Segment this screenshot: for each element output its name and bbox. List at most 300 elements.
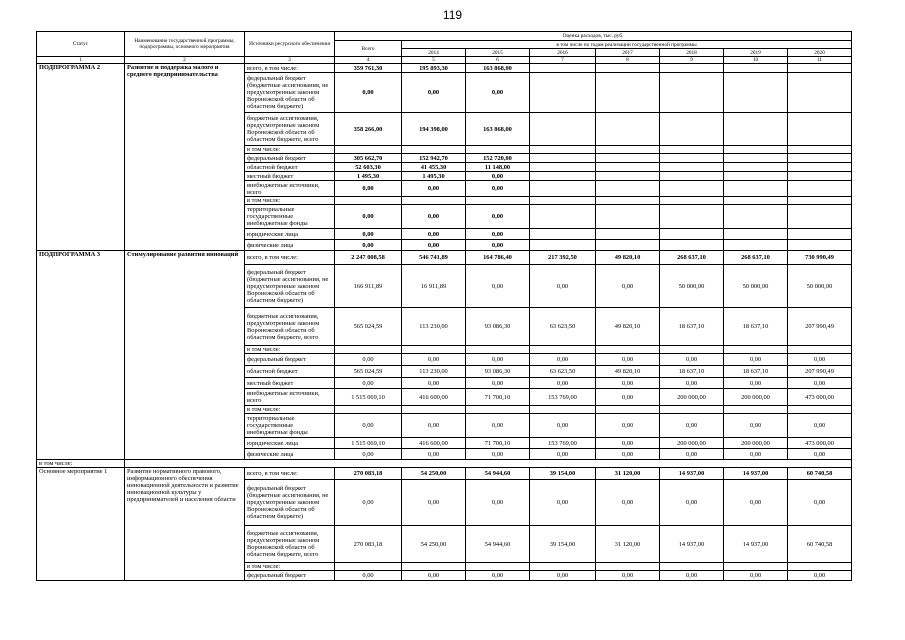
value-cell: [596, 563, 660, 571]
value-cell: [724, 205, 788, 229]
value-cell: 0,00: [660, 378, 724, 389]
value-cell: 31 120,00: [596, 468, 660, 480]
value-cell: [530, 73, 596, 113]
value-cell: 0,00: [788, 378, 852, 389]
value-cell: 0,00: [466, 378, 530, 389]
value-cell: 0,00: [596, 414, 660, 438]
value-cell: 0,00: [466, 480, 530, 526]
column-number-row: [37, 57, 852, 64]
value-cell: 63 623,50: [530, 366, 596, 378]
value-cell: [596, 205, 660, 229]
value-cell: 18 637,10: [660, 366, 724, 378]
column-number: 3: [245, 57, 335, 64]
value-cell: 0,00: [466, 449, 530, 460]
value-cell: [788, 113, 852, 146]
value-cell: [660, 240, 724, 251]
value-cell: [596, 346, 660, 354]
row-source: в том числе:: [245, 146, 335, 154]
value-cell: [788, 73, 852, 113]
value-cell: 166 911,89: [335, 265, 402, 308]
value-cell: [724, 563, 788, 571]
value-cell: 0,00: [596, 354, 660, 366]
value-cell: 0,00: [788, 354, 852, 366]
value-cell: 200 000,00: [660, 438, 724, 449]
value-cell: [660, 154, 724, 163]
value-cell: [596, 197, 660, 205]
value-cell: 0,00: [335, 229, 402, 240]
value-cell: [596, 406, 660, 414]
header-by-years: в том числе по годам реализации государственной программы: [402, 41, 852, 49]
value-cell: [335, 563, 402, 571]
header-year: 2020: [788, 49, 852, 57]
value-cell: 546 741,89: [402, 251, 466, 265]
header-year: 2017: [596, 49, 660, 57]
value-cell: 60 740,58: [788, 526, 852, 563]
column-number: 7: [530, 57, 596, 64]
value-cell: [335, 197, 402, 205]
value-cell: [596, 64, 660, 73]
value-cell: 18 637,10: [724, 366, 788, 378]
row-source: федеральный бюджет (бюджетные ассигнования, не предусмотренные законом Воронежской области об областном бюджете): [245, 73, 335, 113]
row-source: всего, в том числе:: [245, 251, 335, 265]
value-cell: [660, 113, 724, 146]
value-cell: [724, 197, 788, 205]
value-cell: [596, 146, 660, 154]
value-cell: 0,00: [466, 265, 530, 308]
value-cell: 0,00: [402, 229, 466, 240]
value-cell: 0,00: [402, 73, 466, 113]
value-cell: 93 086,30: [466, 366, 530, 378]
value-cell: [530, 240, 596, 251]
value-cell: 39 154,00: [530, 526, 596, 563]
value-cell: 50 000,00: [788, 265, 852, 308]
value-cell: [466, 346, 530, 354]
column-number: 4: [335, 57, 402, 64]
value-cell: [660, 163, 724, 172]
value-cell: 195 893,30: [402, 64, 466, 73]
table-body: [37, 64, 852, 581]
value-cell: 54 250,00: [402, 468, 466, 480]
value-cell: 18 637,10: [660, 308, 724, 346]
value-cell: [788, 197, 852, 205]
value-cell: 18 637,10: [724, 308, 788, 346]
value-cell: 0,00: [335, 571, 402, 581]
row-source: федеральный бюджет (бюджетные ассигнования, не предусмотренные законом Воронежской области об областном бюджете): [245, 480, 335, 526]
value-cell: 49 820,10: [596, 366, 660, 378]
row-source: территориальные государственные внебюджетные фонды: [245, 205, 335, 229]
value-cell: 0,00: [660, 449, 724, 460]
value-cell: [530, 64, 596, 73]
value-cell: 0,00: [402, 354, 466, 366]
value-cell: [788, 154, 852, 163]
value-cell: 0,00: [466, 229, 530, 240]
row-status: ПОДПРОГРАММА 3: [37, 251, 125, 460]
header-source: Источники ресурсного обеспечения: [245, 32, 335, 57]
value-cell: 153 769,00: [530, 389, 596, 406]
row-source: бюджетные ассигнования, предусмотренные законом Воронежской области об областном бюджете, всего: [245, 113, 335, 146]
value-cell: [724, 346, 788, 354]
row-source: в том числе:: [245, 197, 335, 205]
value-cell: 0,00: [402, 480, 466, 526]
value-cell: 49 820,10: [596, 251, 660, 265]
value-cell: [660, 146, 724, 154]
value-cell: 0,00: [466, 172, 530, 181]
value-cell: [530, 172, 596, 181]
value-cell: 0,00: [596, 449, 660, 460]
value-cell: [660, 197, 724, 205]
value-cell: [788, 406, 852, 414]
value-cell: 1 495,30: [335, 172, 402, 181]
row-source: физические лица: [245, 449, 335, 460]
row-source: внебюджетные источники, всего: [245, 389, 335, 406]
table-row: [37, 460, 852, 468]
row-name: Развитие и поддержка малого и среднего предпринимательства: [125, 64, 245, 251]
value-cell: 0,00: [596, 378, 660, 389]
value-cell: [724, 154, 788, 163]
row-source: областной бюджет: [245, 366, 335, 378]
value-cell: 0,00: [788, 480, 852, 526]
row-source: территориальные государственные внебюджетные фонды: [245, 414, 335, 438]
value-cell: 0,00: [466, 205, 530, 229]
empty-cell: [125, 460, 852, 468]
header-total: Всего: [335, 41, 402, 57]
value-cell: 0,00: [466, 240, 530, 251]
table-row: [37, 468, 852, 480]
value-cell: 54 250,00: [402, 526, 466, 563]
value-cell: [788, 181, 852, 197]
value-cell: [788, 240, 852, 251]
value-cell: 164 786,40: [466, 251, 530, 265]
value-cell: 416 600,00: [402, 389, 466, 406]
table-row: [37, 64, 852, 73]
header-status: Статус: [37, 32, 125, 57]
column-number: 9: [660, 57, 724, 64]
value-cell: 0,00: [335, 73, 402, 113]
value-cell: [660, 181, 724, 197]
value-cell: [530, 229, 596, 240]
value-cell: 0,00: [335, 378, 402, 389]
value-cell: 0,00: [788, 571, 852, 581]
value-cell: 54 944,60: [466, 468, 530, 480]
value-cell: [402, 563, 466, 571]
value-cell: [530, 563, 596, 571]
value-cell: [596, 163, 660, 172]
value-cell: 0,00: [724, 449, 788, 460]
value-cell: 153 769,00: [530, 438, 596, 449]
value-cell: 163 868,00: [466, 113, 530, 146]
value-cell: [402, 197, 466, 205]
value-cell: [402, 346, 466, 354]
value-cell: 0,00: [402, 240, 466, 251]
column-number: 2: [125, 57, 245, 64]
value-cell: 0,00: [596, 480, 660, 526]
row-status: Основное мероприятие 1: [37, 468, 125, 581]
table-header: [37, 32, 852, 64]
value-cell: [530, 113, 596, 146]
value-cell: 0,00: [402, 414, 466, 438]
value-cell: 0,00: [530, 354, 596, 366]
row-source: федеральный бюджет: [245, 154, 335, 163]
value-cell: 113 230,00: [402, 308, 466, 346]
value-cell: [660, 205, 724, 229]
value-cell: [402, 406, 466, 414]
value-cell: 49 820,10: [596, 308, 660, 346]
value-cell: 71 700,10: [466, 389, 530, 406]
value-cell: [724, 64, 788, 73]
value-cell: [724, 240, 788, 251]
value-cell: [724, 163, 788, 172]
value-cell: 0,00: [402, 205, 466, 229]
value-cell: [596, 240, 660, 251]
value-cell: 1 515 069,10: [335, 438, 402, 449]
expenditure-table: [36, 31, 852, 581]
column-number: 6: [466, 57, 530, 64]
row-source: федеральный бюджет: [245, 354, 335, 366]
value-cell: [402, 146, 466, 154]
value-cell: 0,00: [335, 354, 402, 366]
value-cell: 14 937,00: [724, 468, 788, 480]
row-status: в том числе:: [37, 460, 125, 468]
row-name: Стимулирование развития инноваций: [125, 251, 245, 460]
header-year: 2018: [660, 49, 724, 57]
value-cell: 0,00: [335, 449, 402, 460]
value-cell: 113 230,00: [402, 366, 466, 378]
column-number: 10: [724, 57, 788, 64]
row-source: юридические лица: [245, 229, 335, 240]
value-cell: 0,00: [402, 378, 466, 389]
value-cell: [530, 205, 596, 229]
row-source: юридические лица: [245, 438, 335, 449]
value-cell: [596, 172, 660, 181]
value-cell: 0,00: [596, 438, 660, 449]
header-year: 2016: [530, 49, 596, 57]
value-cell: 50 000,00: [724, 265, 788, 308]
value-cell: 2 247 008,58: [335, 251, 402, 265]
value-cell: 0,00: [660, 354, 724, 366]
row-name: Развитие нормативного правового, информационного обеспечения инновационной деятельности и развитие инновационной культуры у предпринимателей и населения области: [125, 468, 245, 581]
row-source: физические лица: [245, 240, 335, 251]
row-status: ПОДПРОГРАММА 2: [37, 64, 125, 251]
value-cell: 473 000,00: [788, 438, 852, 449]
value-cell: 217 392,50: [530, 251, 596, 265]
value-cell: 268 637,10: [660, 251, 724, 265]
value-cell: [530, 197, 596, 205]
value-cell: 0,00: [724, 414, 788, 438]
value-cell: 565 024,59: [335, 308, 402, 346]
value-cell: 0,00: [466, 414, 530, 438]
value-cell: 0,00: [660, 414, 724, 438]
value-cell: [724, 73, 788, 113]
value-cell: [335, 146, 402, 154]
value-cell: 41 455,30: [402, 163, 466, 172]
value-cell: 358 266,00: [335, 113, 402, 146]
value-cell: 200 000,00: [724, 438, 788, 449]
value-cell: 0,00: [335, 414, 402, 438]
value-cell: [530, 146, 596, 154]
value-cell: [724, 406, 788, 414]
value-cell: [596, 113, 660, 146]
value-cell: 416 600,00: [402, 438, 466, 449]
value-cell: 54 944,60: [466, 526, 530, 563]
page-number: 119: [442, 8, 463, 22]
value-cell: 0,00: [596, 389, 660, 406]
column-number: 1: [37, 57, 125, 64]
value-cell: 0,00: [788, 449, 852, 460]
value-cell: [530, 406, 596, 414]
value-cell: 39 154,00: [530, 468, 596, 480]
value-cell: 1 515 069,10: [335, 389, 402, 406]
value-cell: [596, 229, 660, 240]
value-cell: 0,00: [402, 571, 466, 581]
row-source: бюджетные ассигнования, предусмотренные законом Воронежской области об областном бюджете, всего: [245, 308, 335, 346]
value-cell: [660, 346, 724, 354]
value-cell: 0,00: [466, 571, 530, 581]
value-cell: 11 148,00: [466, 163, 530, 172]
value-cell: [335, 346, 402, 354]
value-cell: [660, 73, 724, 113]
row-source: областной бюджет: [245, 163, 335, 172]
value-cell: 152 942,70: [402, 154, 466, 163]
value-cell: 52 603,30: [335, 163, 402, 172]
value-cell: 0,00: [335, 181, 402, 197]
value-cell: 473 000,00: [788, 389, 852, 406]
value-cell: 0,00: [530, 378, 596, 389]
value-cell: 14 937,00: [724, 526, 788, 563]
value-cell: 0,00: [660, 571, 724, 581]
value-cell: [788, 163, 852, 172]
row-source: всего, в том числе:: [245, 64, 335, 73]
value-cell: 0,00: [466, 181, 530, 197]
row-source: в том числе:: [245, 406, 335, 414]
value-cell: 0,00: [466, 73, 530, 113]
value-cell: [724, 229, 788, 240]
value-cell: 0,00: [402, 449, 466, 460]
row-source: федеральный бюджет (бюджетные ассигнования, не предусмотренные законом Воронежской области об областном бюджете): [245, 265, 335, 308]
column-number: 8: [596, 57, 660, 64]
value-cell: 200 000,00: [660, 389, 724, 406]
value-cell: [660, 64, 724, 73]
value-cell: 270 083,18: [335, 526, 402, 563]
value-cell: [530, 346, 596, 354]
header-year: 2019: [724, 49, 788, 57]
value-cell: 60 740,58: [788, 468, 852, 480]
value-cell: [660, 229, 724, 240]
value-cell: 63 623,50: [530, 308, 596, 346]
value-cell: 0,00: [596, 265, 660, 308]
value-cell: [788, 346, 852, 354]
row-source: местный бюджет: [245, 378, 335, 389]
value-cell: [530, 181, 596, 197]
value-cell: 0,00: [788, 414, 852, 438]
value-cell: [660, 172, 724, 181]
value-cell: 0,00: [530, 571, 596, 581]
value-cell: [596, 73, 660, 113]
value-cell: [724, 172, 788, 181]
value-cell: [724, 146, 788, 154]
value-cell: 200 000,00: [724, 389, 788, 406]
value-cell: [788, 172, 852, 181]
value-cell: 0,00: [466, 354, 530, 366]
header-year: 2014: [402, 49, 466, 57]
value-cell: [466, 563, 530, 571]
value-cell: 0,00: [335, 205, 402, 229]
value-cell: [530, 154, 596, 163]
value-cell: 207 990,49: [788, 308, 852, 346]
value-cell: 0,00: [660, 480, 724, 526]
value-cell: 16 911,89: [402, 265, 466, 308]
value-cell: [660, 406, 724, 414]
value-cell: 305 662,70: [335, 154, 402, 163]
table-row: [37, 251, 852, 265]
value-cell: [788, 205, 852, 229]
value-cell: [466, 146, 530, 154]
value-cell: 194 398,00: [402, 113, 466, 146]
value-cell: 207 990,49: [788, 366, 852, 378]
value-cell: [660, 563, 724, 571]
column-number: 11: [788, 57, 852, 64]
value-cell: 152 720,00: [466, 154, 530, 163]
value-cell: 71 700,10: [466, 438, 530, 449]
value-cell: [466, 197, 530, 205]
value-cell: 0,00: [530, 414, 596, 438]
row-source: федеральный бюджет: [245, 571, 335, 581]
value-cell: 359 761,30: [335, 64, 402, 73]
column-number: 5: [402, 57, 466, 64]
header-name: Наименование государственной программы, подпрограммы, основного мероприятия: [125, 32, 245, 57]
value-cell: 0,00: [335, 480, 402, 526]
value-cell: 0,00: [335, 240, 402, 251]
value-cell: 0,00: [530, 265, 596, 308]
value-cell: [724, 181, 788, 197]
value-cell: 31 120,00: [596, 526, 660, 563]
value-cell: 268 637,10: [724, 251, 788, 265]
row-source: в том числе:: [245, 563, 335, 571]
value-cell: 0,00: [724, 354, 788, 366]
value-cell: 730 990,49: [788, 251, 852, 265]
value-cell: 0,00: [724, 378, 788, 389]
header-year: 2015: [466, 49, 530, 57]
header-estimate: Оценка расходов, тыс. руб.: [335, 32, 852, 41]
value-cell: 50 000,00: [660, 265, 724, 308]
value-cell: 0,00: [724, 480, 788, 526]
value-cell: [788, 563, 852, 571]
row-source: всего, в том числе:: [245, 468, 335, 480]
value-cell: 0,00: [596, 571, 660, 581]
value-cell: 14 937,00: [660, 468, 724, 480]
value-cell: [335, 406, 402, 414]
value-cell: 93 086,30: [466, 308, 530, 346]
value-cell: [596, 181, 660, 197]
value-cell: [788, 229, 852, 240]
value-cell: [788, 64, 852, 73]
value-cell: 0,00: [724, 571, 788, 581]
value-cell: [466, 406, 530, 414]
value-cell: 0,00: [530, 449, 596, 460]
value-cell: 1 495,30: [402, 172, 466, 181]
row-source: местный бюджет: [245, 172, 335, 181]
value-cell: 14 937,00: [660, 526, 724, 563]
value-cell: 0,00: [402, 181, 466, 197]
value-cell: [596, 154, 660, 163]
value-cell: 270 083,18: [335, 468, 402, 480]
value-cell: [724, 113, 788, 146]
row-source: внебюджетные источники, всего: [245, 181, 335, 197]
row-source: бюджетные ассигнования, предусмотренные законом Воронежской области об областном бюджете, всего: [245, 526, 335, 563]
value-cell: [788, 146, 852, 154]
value-cell: 565 024,59: [335, 366, 402, 378]
value-cell: 163 868,00: [466, 64, 530, 73]
value-cell: 0,00: [530, 480, 596, 526]
